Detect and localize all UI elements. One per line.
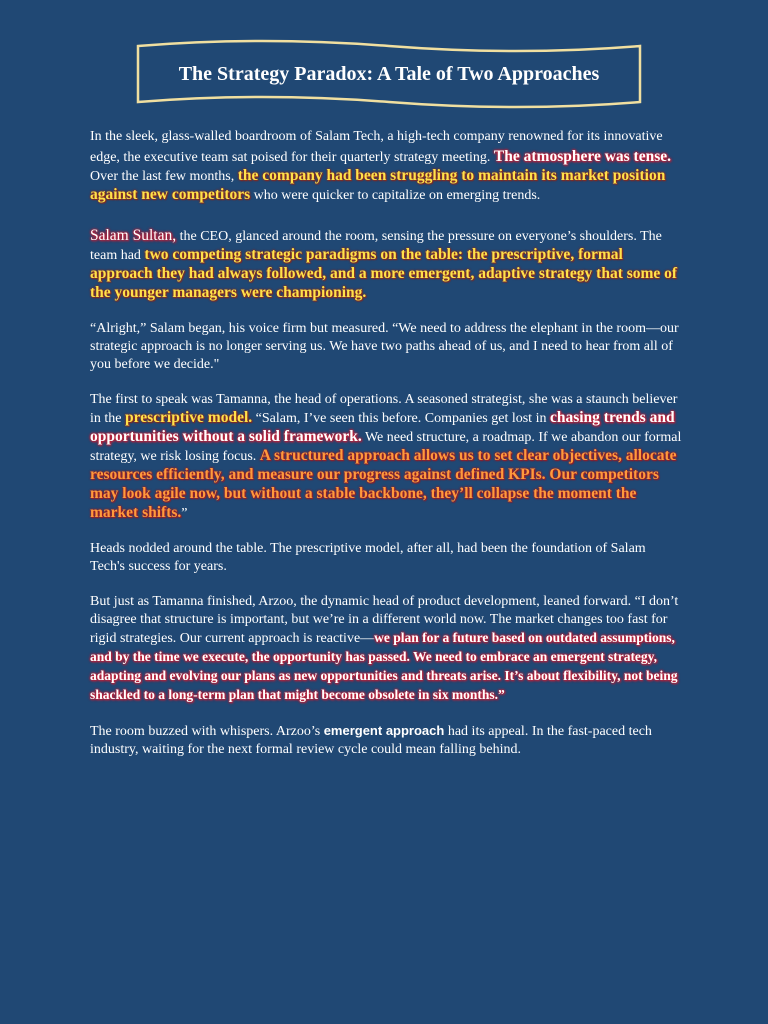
- highlight-prescriptive-model: prescriptive model.: [125, 409, 253, 426]
- paragraph-5: Heads nodded around the table. The prescriptive model, after all, had been the foundation of Salam Tech's success for years.: [90, 541, 646, 574]
- highlight-chasing-trends: chasing trends and opportunities without a solid framework.: [90, 409, 675, 445]
- title-banner: [134, 38, 644, 110]
- paragraph-1: In the sleek, glass-walled boardroom of Salam Tech, a high-tech company renowned for its innovative edge, the executive team sat poised for their quarterly strategy meeting. The atmosphere was tense. Over the last few months, the company had been struggling to maintain its market position against new competitors who were quicker to capitalize on emerging trends.: [90, 129, 671, 203]
- paragraph-2: Salam Sultan, the CEO, glanced around the room, sensing the pressure on everyone’s shoulders. The team had two competing strategic paradigms on the table: the prescriptive, formal approach they had always followed, and a more emergent, adaptive strategy that some of the younger managers were championing.: [90, 227, 678, 301]
- highlight-atmosphere: The atmosphere was tense.: [493, 148, 671, 165]
- page-title: The Strategy Paradox: A Tale of Two Approaches: [178, 62, 600, 85]
- paragraph-4: The first to speak was Tamanna, the head of operations. A seasoned strategist, she was a staunch believer in the prescriptive model. “Salam, I’ve seen this before. Companies get lost in chasing trends and opportunities without a solid framework. We need structure, a roadmap. If we abandon our formal strategy, we risk losing focus. A structured approach allows us to set clear objectives, allocate resources efficiently, and measure our progress against defined KPIs. Our competitors may look agile now, but without a stable backbone, they’ll collapse the moment the market shifts.”: [90, 392, 682, 521]
- highlight-salam-sultan: Salam Sultan,: [90, 227, 177, 244]
- paragraph-6: But just as Tamanna finished, Arzoo, the dynamic head of product development, leaned forward. “I don’t disagree that structure is important, but we’re in a different world now. The market changes too fast for rigid strategies. Our current approach is reactive—we plan for a future based on outdated assumptions, and by the time we execute, the opportunity has passed. We need to embrace an emergent strategy, adapting and evolving our plans as new opportunities and threats arise. It’s about flexibility, not being shackled to a long-term plan that might become obsolete in six months.”: [90, 594, 679, 702]
- highlight-structured-approach: A structured approach allows us to set clear objectives, allocate resources efficiently, and measure our progress against defined KPIs. Our competitors may look agile now, but without a stable backbone, they’ll collapse the moment the market shifts.: [90, 447, 677, 521]
- emphasis-emergent-approach: emergent approach: [323, 723, 445, 738]
- paragraph-3: “Alright,” Salam began, his voice firm but measured. “We need to address the elephant in the room—our strategic approach is no longer serving us. We have two paths ahead of us, and I need to hear from all of you before we decide.": [90, 321, 679, 372]
- paragraph-7: The room buzzed with whispers. Arzoo’s emergent approach had its appeal. In the fast-paced tech industry, waiting for the next formal review cycle could mean falling behind.: [90, 723, 652, 757]
- highlight-paradigms: two competing strategic paradigms on the table: the prescriptive, formal approach they had always followed, and a more emergent, adaptive strategy that some of the younger managers were championing.: [90, 246, 678, 301]
- highlight-struggling: the company had been struggling to maintain its market position against new competitors: [90, 167, 666, 203]
- highlight-emergent-argument: we plan for a future based on outdated assumptions, and by the time we execute, the opportunity has passed. We need to embrace an emergent strategy, adapting and evolving our plans as new opportunities and threats arise. It’s about flexibility, not being shackled to a long-term plan that might become obsolete in six months.”: [90, 630, 678, 702]
- story-body: [90, 128, 682, 776]
